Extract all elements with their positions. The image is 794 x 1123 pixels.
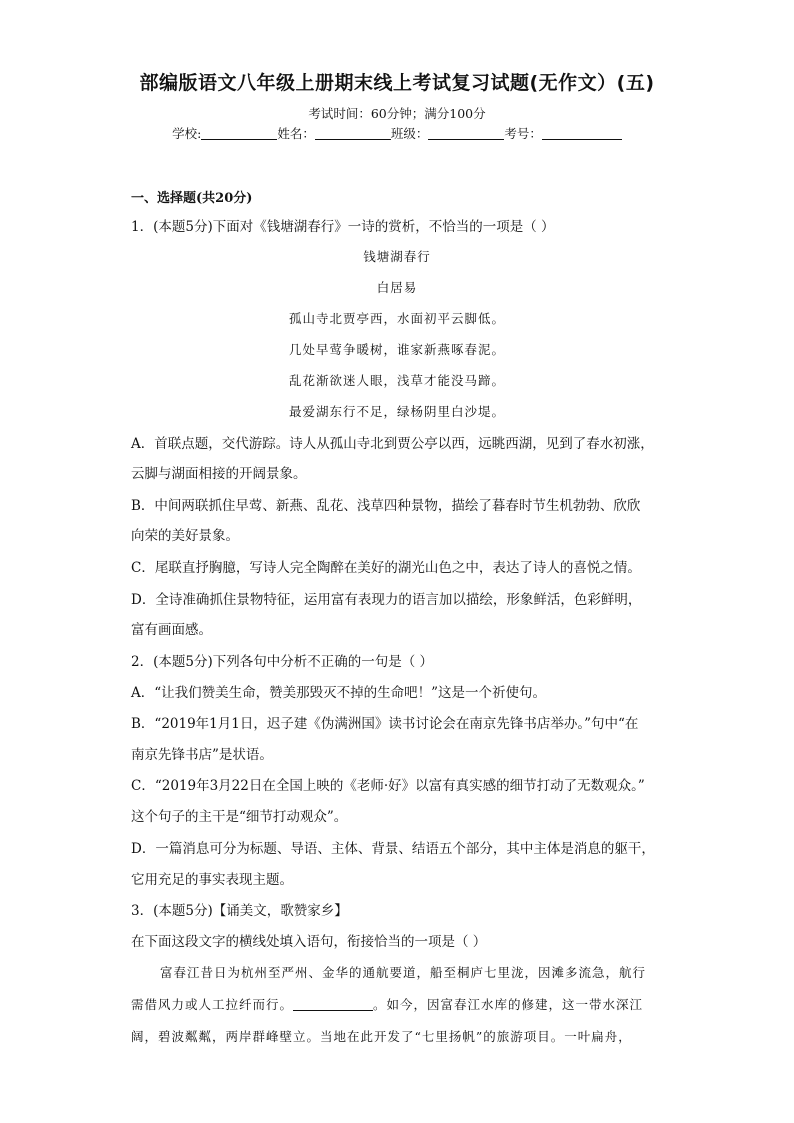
number-blank[interactable] xyxy=(542,127,622,140)
q1-option-a: A．首联点题，交代游踪。诗人从孤山寺北到贾公亭以西，远眺西湖，见到了春水初涨， xyxy=(131,436,654,452)
q1-stem: 1．(本题5分)下面对《钱塘湖春行》一诗的赏析，不恰当的一项是（ ） xyxy=(131,219,555,235)
q1-option-a-cont: 云脚与湖面相接的开阔景象。 xyxy=(131,466,307,482)
exam-time-info: 考试时间：60分钟；满分100分 xyxy=(308,106,486,121)
q3-answer-blank[interactable] xyxy=(293,998,373,1011)
name-label: 姓名： xyxy=(277,126,315,141)
section-heading: 一、选择题(共20分) xyxy=(131,191,253,206)
poem-line: 乱花渐欲迷人眼，浅草才能没马蹄。 xyxy=(288,373,505,388)
q2-stem: 2．(本题5分)下列各句中分析不正确的一句是（ ） xyxy=(131,654,434,670)
q2-option-c-cont: 这个句子的主干是“细节打动观众”。 xyxy=(131,809,348,825)
q2-option-b: B．“2019年1月1日，迟子建《伪满洲国》读书讨论会在南京先锋书店举办。”句中“在 xyxy=(131,716,639,732)
poem-title: 钱塘湖春行 xyxy=(363,249,431,264)
q1-option-d-cont: 富有画面感。 xyxy=(131,622,212,638)
q1-option-b-cont: 向荣的美好景象。 xyxy=(131,528,239,544)
class-blank[interactable] xyxy=(428,127,504,140)
school-blank[interactable] xyxy=(201,127,277,140)
q3-passage-line: 阔，碧波粼粼，两岸群峰壁立。当地在此开发了“七里扬帆”的旅游项目。一叶扁舟， xyxy=(131,1029,632,1044)
number-label: 考号： xyxy=(504,126,542,141)
class-label: 班级： xyxy=(390,126,429,141)
q2-option-b-cont: 南京先锋书店”是状语。 xyxy=(131,747,273,763)
name-blank[interactable] xyxy=(315,127,391,140)
q1-option-d: D．全诗准确抓住景物特征，运用富有表现力的语言加以描绘，形象鲜活，色彩鲜明， xyxy=(131,592,642,608)
q3-stem: 3．(本题5分)【诵美文，歌赞家乡】 xyxy=(131,903,348,919)
q1-option-c: C．尾联直抒胸臆，写诗人完全陶醉在美好的湖光山色之中，表达了诗人的喜悦之情。 xyxy=(131,560,641,576)
q2-option-c: C．“2019年3月22日在全国上映的《老师·好》以富有真实感的细节打动了无数观众。” xyxy=(131,778,645,794)
q3-instruction: 在下面这段文字的横线处填入语句，衔接恰当的一项是（ ） xyxy=(131,934,487,950)
exam-title: 部编版语文八年级上册期末线上考试复习试题(无作文）(五) xyxy=(139,72,655,94)
poem-line: 最爱湖东行不足，绿杨阴里白沙堤。 xyxy=(288,404,505,419)
q2-option-a: A．“让我们赞美生命，赞美那毁灭不掉的生命吧！”这是一个祈使句。 xyxy=(131,685,547,701)
student-info-line xyxy=(0,124,794,142)
q2-option-d-cont: 它用充足的事实表现主题。 xyxy=(131,872,293,888)
q3-passage-after-blank: 。如今，因富春江水库的修建，这一带水深江 xyxy=(373,997,644,1012)
poem-line: 几处早莺争暖树，谁家新燕啄春泥。 xyxy=(288,342,505,357)
q3-passage-line: 富春江昔日为杭州至严州、金华的通航要道，船至桐庐七里泷，因滩多流急，航行 xyxy=(160,965,647,980)
q3-passage-before-blank: 需借风力或人工拉纤而行。 xyxy=(131,997,294,1012)
poem-line: 孤山寺北贾亭西，水面初平云脚低。 xyxy=(288,311,505,326)
school-label: 学校: xyxy=(172,126,202,141)
q3-passage-line xyxy=(131,995,661,1013)
q2-option-d: D．一篇消息可分为标题、导语、主体、背景、结语五个部分，其中主体是消息的躯干， xyxy=(131,841,655,857)
poem-author: 白居易 xyxy=(376,280,418,295)
q1-option-b: B．中间两联抓住早莺、新燕、乱花、浅草四种景物，描绘了暮春时节生机勃勃、欣欣 xyxy=(131,498,641,514)
